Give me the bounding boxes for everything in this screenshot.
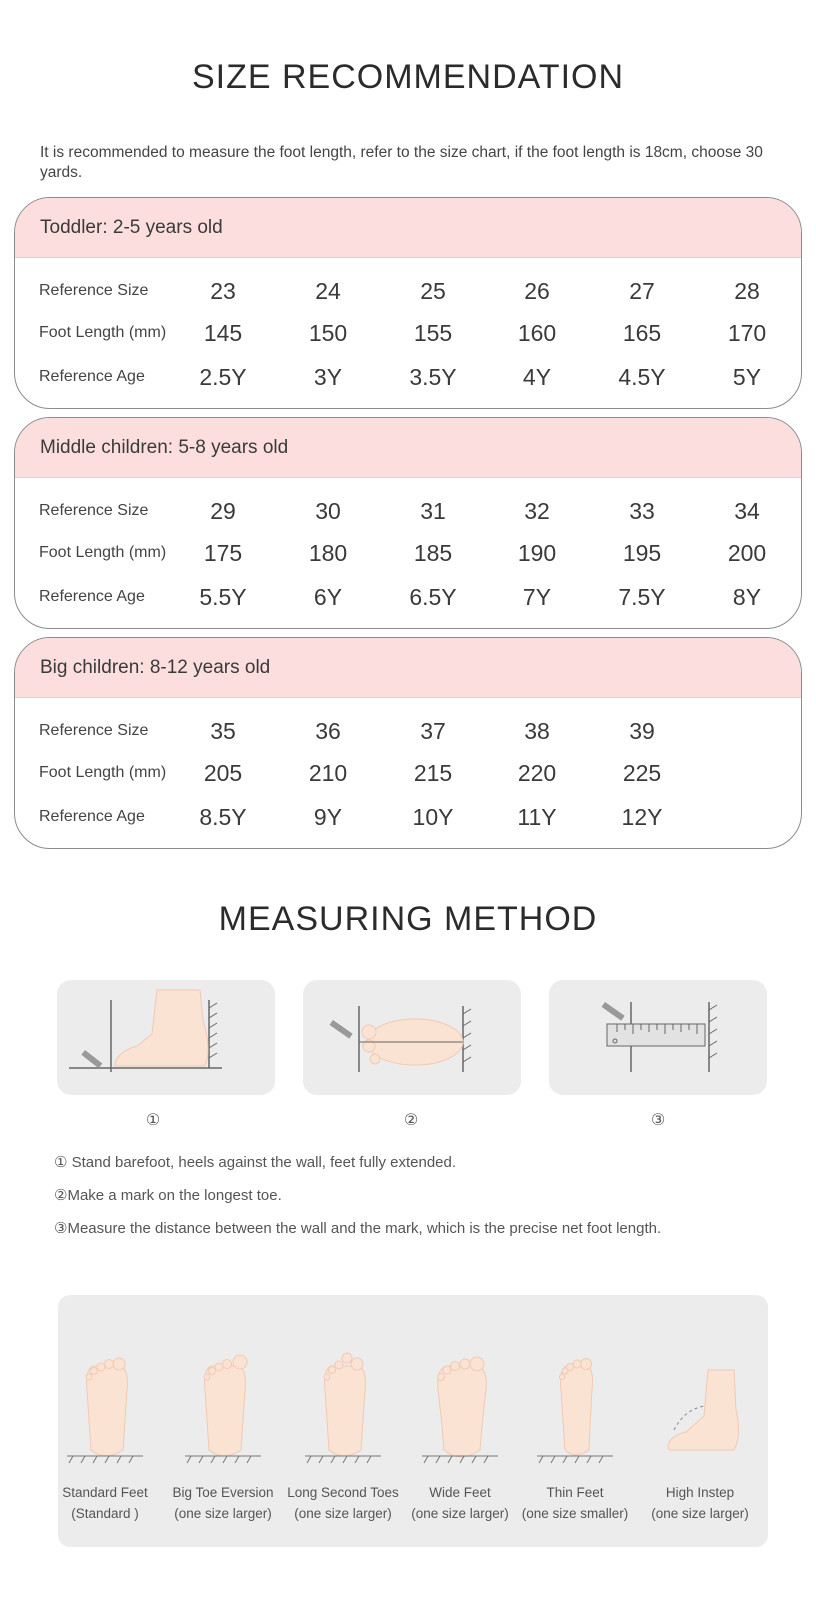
length-cell: 165: [622, 320, 662, 346]
age-cell: 12Y: [621, 804, 663, 830]
age-cell: 3.5Y: [409, 364, 457, 390]
foot-type-name: Wide Feet: [429, 1485, 491, 1500]
age-cell: 2.5Y: [199, 364, 247, 390]
foot-type-thin-feet: [518, 1295, 632, 1547]
reference-size-row: [15, 271, 802, 311]
row-label: Reference Size: [39, 502, 149, 519]
foot-type-name: Standard Feet: [62, 1485, 148, 1500]
age-cell: 7.5Y: [618, 584, 666, 610]
foot-type-wide-feet: [403, 1295, 517, 1547]
age-cell: 3Y: [313, 364, 343, 390]
age-cell: 6Y: [313, 584, 343, 610]
foot-type-suggestion: (one size larger): [174, 1506, 272, 1521]
reference-age-row: [15, 577, 802, 617]
length-cell: 225: [622, 760, 662, 786]
foot-type-big-toe-eversion: [166, 1295, 280, 1547]
ruler-measure-icon: [549, 980, 767, 1095]
row-label: Reference Age: [39, 588, 145, 605]
size-cell: 36: [315, 718, 341, 744]
foot-type-standard: [48, 1295, 162, 1547]
foot-top-mark-icon: [303, 980, 521, 1095]
length-cell: 220: [517, 760, 557, 786]
foot-type-name: Thin Feet: [546, 1485, 604, 1500]
reference-size-row: [15, 711, 802, 751]
row-label: Foot Length (mm): [39, 544, 167, 561]
step-instruction: ① Stand barefoot, heels against the wall, feet fully extended.: [54, 1154, 457, 1171]
thin-foot-icon: [535, 1350, 615, 1465]
age-cell: 4Y: [522, 364, 552, 390]
row-label: Reference Age: [39, 808, 145, 825]
size-card-toddler: [14, 197, 802, 409]
size-card-middle-children: [14, 417, 802, 629]
foot-type-name: High Instep: [665, 1485, 735, 1500]
size-cell: 38: [524, 718, 550, 744]
age-cell: 6.5Y: [409, 584, 457, 610]
size-cell: 33: [629, 498, 655, 524]
foot-side-wall-icon: [57, 980, 275, 1095]
step-marker: ②: [403, 1112, 419, 1129]
size-card-big-children: [14, 637, 802, 849]
step-marker: ③: [650, 1112, 666, 1129]
reference-age-row: [15, 797, 802, 837]
length-cell: 170: [727, 320, 767, 346]
long-second-toe-foot-icon: [303, 1350, 383, 1465]
step-marker: ①: [145, 1112, 161, 1129]
foot-type-suggestion: (Standard ): [71, 1506, 139, 1521]
size-cell: 37: [420, 718, 446, 744]
row-label: Reference Size: [39, 282, 149, 299]
length-cell: 185: [413, 540, 453, 566]
measuring-method-title: MEASURING METHOD: [218, 900, 598, 938]
size-cell: 31: [420, 498, 446, 524]
length-cell: 190: [517, 540, 557, 566]
size-cell: 30: [315, 498, 341, 524]
row-label: Reference Size: [39, 722, 149, 739]
length-cell: 145: [203, 320, 243, 346]
foot-type-suggestion: (one size larger): [411, 1506, 509, 1521]
length-cell: 210: [308, 760, 348, 786]
row-label: Foot Length (mm): [39, 324, 167, 341]
length-cell: 180: [308, 540, 348, 566]
size-cell: 28: [734, 278, 760, 304]
length-cell: 205: [203, 760, 243, 786]
age-cell: 5Y: [732, 364, 762, 390]
size-cell: 35: [210, 718, 236, 744]
card-title: Toddler: 2-5 years old: [15, 198, 801, 258]
foot-length-row: [15, 533, 802, 573]
age-cell: 5.5Y: [199, 584, 247, 610]
foot-type-high-instep: [643, 1295, 757, 1547]
size-cell: 27: [629, 278, 655, 304]
length-cell: 160: [517, 320, 557, 346]
length-cell: 195: [622, 540, 662, 566]
age-cell: 9Y: [313, 804, 343, 830]
size-cell: 34: [734, 498, 760, 524]
age-cell: 11Y: [517, 804, 557, 830]
size-cell: 39: [629, 718, 655, 744]
step-instruction: ③Measure the distance between the wall and the mark, which is the precise net foot length.: [54, 1220, 662, 1237]
size-recommendation-title: SIZE RECOMMENDATION: [191, 58, 625, 96]
foot-type-name: Big Toe Eversion: [172, 1485, 274, 1500]
size-cell: 25: [420, 278, 446, 304]
standard-foot-icon: [65, 1350, 145, 1465]
size-cell: 23: [210, 278, 236, 304]
age-cell: 8Y: [732, 584, 762, 610]
age-cell: 7Y: [522, 584, 552, 610]
wide-foot-icon: [420, 1350, 500, 1465]
length-cell: 155: [413, 320, 453, 346]
length-cell: 200: [727, 540, 767, 566]
size-cell: 32: [524, 498, 550, 524]
foot-type-long-second-toes: [286, 1295, 400, 1547]
age-cell: 4.5Y: [618, 364, 666, 390]
length-cell: 215: [413, 760, 453, 786]
foot-type-suggestion: (one size larger): [651, 1506, 749, 1521]
foot-types-panel: [58, 1295, 768, 1547]
reference-age-row: [15, 357, 802, 397]
card-title: Middle children: 5-8 years old: [15, 418, 801, 478]
foot-type-suggestion: (one size smaller): [521, 1506, 629, 1521]
age-cell: 8.5Y: [199, 804, 247, 830]
step-instruction: ②Make a mark on the longest toe.: [54, 1187, 282, 1204]
foot-length-row: [15, 753, 802, 793]
row-label: Foot Length (mm): [39, 764, 167, 781]
big-toe-foot-icon: [183, 1350, 263, 1465]
reference-size-row: [15, 491, 802, 531]
size-cell: 26: [524, 278, 550, 304]
high-instep-foot-icon: [660, 1350, 740, 1465]
length-cell: 150: [308, 320, 348, 346]
foot-type-name: Long Second Toes: [287, 1485, 399, 1500]
card-title: Big children: 8-12 years old: [15, 638, 801, 698]
row-label: Reference Age: [39, 368, 145, 385]
foot-type-suggestion: (one size larger): [294, 1506, 392, 1521]
intro-text: It is recommended to measure the foot length, refer to the size chart, if the foot length is 18cm, choose 30 yards.: [40, 144, 763, 181]
age-cell: 10Y: [412, 804, 454, 830]
foot-length-row: [15, 313, 802, 353]
size-cell: 29: [210, 498, 236, 524]
size-cell: 24: [315, 278, 341, 304]
length-cell: 175: [203, 540, 243, 566]
